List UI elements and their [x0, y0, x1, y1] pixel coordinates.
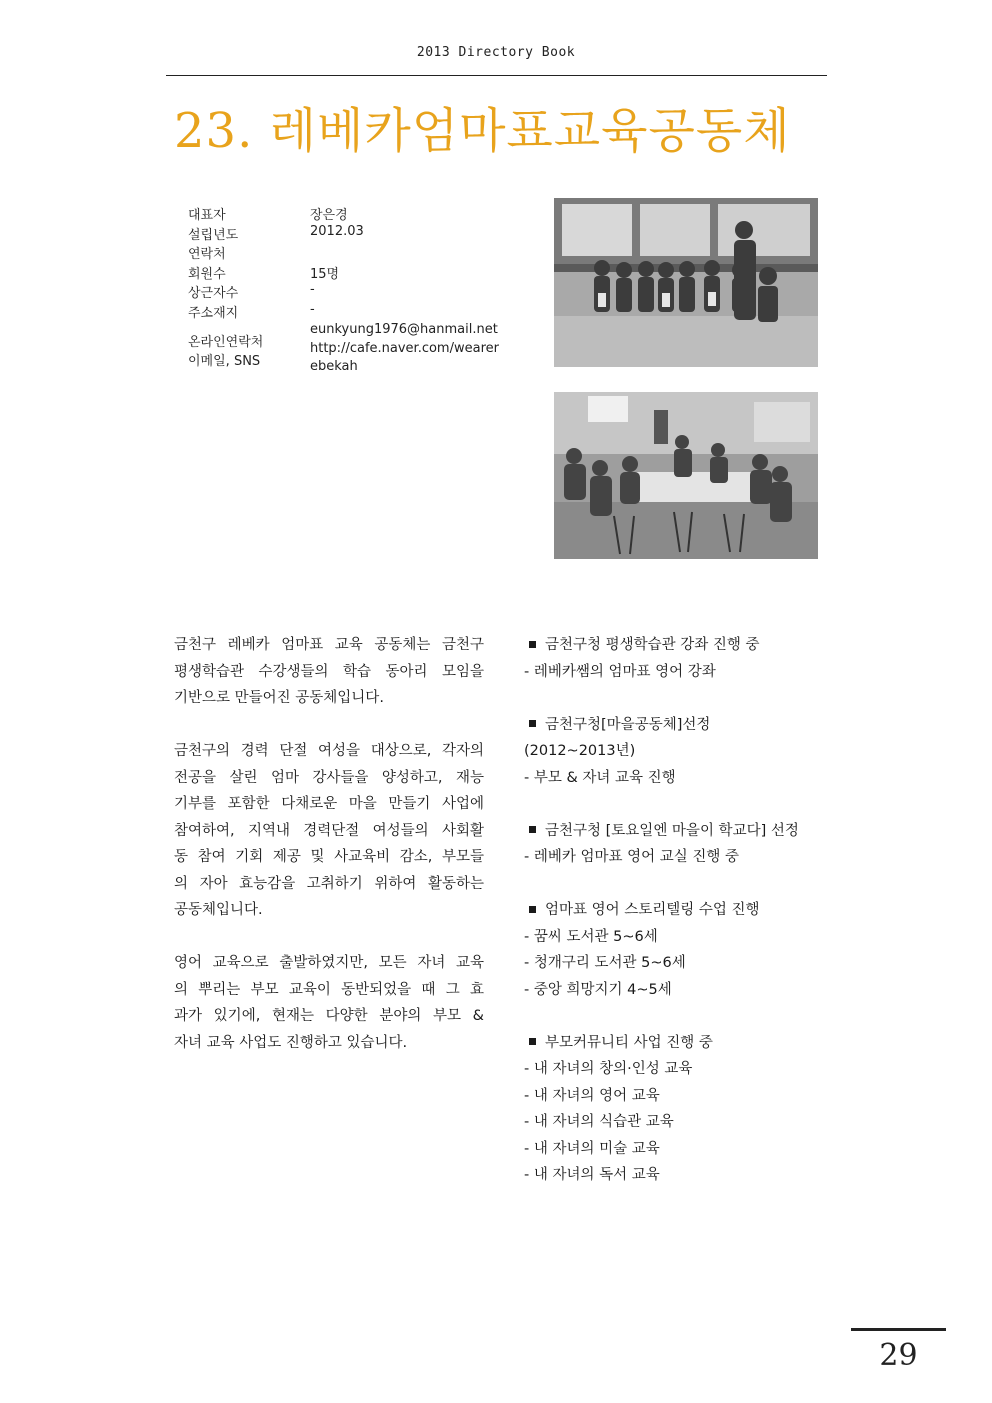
cafe-url-link[interactable]: http://cafe.naver.com/wearer — [310, 341, 499, 356]
info-label: 주소재지 — [188, 305, 239, 321]
workshop-photo — [554, 392, 818, 559]
info-label: 이메일, SNS — [188, 354, 261, 369]
group-photo-children — [554, 198, 818, 367]
info-label: 연락처 — [188, 247, 226, 262]
list-item-text: 금천구청 평생학습관 강좌 진행 중 — [545, 637, 760, 653]
list-gap — [524, 871, 824, 898]
list-gap — [524, 685, 824, 712]
square-bullet-icon — [529, 1038, 536, 1045]
list-gap — [524, 791, 824, 818]
list-item — [524, 897, 824, 924]
body-line: 의 자아 효능감을 고취하기 위하여 활동하는 — [174, 875, 484, 892]
list-subitem: - 중앙 희망지기 4~5세 — [524, 981, 672, 998]
email-link[interactable]: eunkyung1976@hanmail.net — [310, 322, 498, 337]
paragraph-gap — [174, 924, 484, 951]
body-line: 영어 교육으로 출발하였지만, 모든 자녀 교육 — [174, 955, 484, 971]
body-line: 전공을 살린 엄마 강사들을 양성하고, 재능 — [174, 769, 484, 786]
square-bullet-icon — [529, 826, 536, 833]
running-header: 2013 Directory Book — [416, 45, 576, 60]
list-item — [524, 632, 824, 659]
list-subitem: - 내 자녀의 식습관 교육 — [524, 1114, 674, 1130]
body-line: 동 참여 기회 제공 및 사교육비 감소, 부모들 — [174, 849, 484, 865]
body-line: 의 뿌리는 부모 교육이 동반되었을 때 그 효 — [174, 981, 484, 998]
body-line: 과가 있기에, 현재는 다양한 분야의 부모 & — [174, 1008, 484, 1024]
list-item-text: 엄마표 영어 스토리텔링 수업 진행 — [545, 902, 760, 918]
info-label: 온라인연락처 — [188, 335, 264, 350]
list-subitem: (2012~2013년) — [524, 743, 636, 759]
info-value: - — [310, 301, 315, 317]
body-line: 금천구의 경력 단절 여성을 대상으로, 각자의 — [174, 743, 484, 759]
info-label: 대표자 — [188, 208, 226, 223]
body-line: 금천구 레베카 엄마표 교육 공동체는 금천구 — [174, 637, 484, 653]
list-subitem: - 레베카쌤의 엄마표 영어 강좌 — [524, 663, 716, 680]
cafe-url-link-cont[interactable]: ebekah — [310, 359, 358, 374]
square-bullet-icon — [529, 641, 536, 648]
list-item — [524, 818, 824, 845]
list-item-text: 금천구청 [토요일엔 마을이 학교다] 선정 — [545, 822, 799, 839]
footer-rule — [851, 1328, 946, 1331]
header-rule — [166, 75, 827, 76]
list-item — [524, 712, 824, 739]
body-line: 기부를 포함한 다채로운 마을 만들기 사업에 — [174, 796, 484, 812]
list-subitem: - 부모 & 자녀 교육 진행 — [524, 769, 676, 786]
info-value: 15명 — [310, 266, 340, 282]
body-text — [174, 632, 484, 1056]
list-subitem: - 내 자녀의 미술 교육 — [524, 1140, 660, 1157]
info-label: 회원수 — [188, 266, 226, 282]
list-subitem: - 청개구리 도서관 5~6세 — [524, 955, 686, 971]
square-bullet-icon — [529, 720, 536, 727]
info-value: 장은경 — [310, 208, 348, 223]
list-item-text: 부모커뮤니티 사업 진행 중 — [545, 1034, 713, 1051]
info-label: 상근자수 — [188, 286, 239, 301]
list-subitem: - 내 자녀의 독서 교육 — [524, 1167, 660, 1183]
list-item-text: 금천구청[마을공동체]선정 — [545, 716, 711, 733]
info-value: - — [310, 282, 315, 297]
page-number: 29 — [879, 1338, 918, 1373]
body-line: 기반으로 만들어진 공동체입니다. — [174, 690, 384, 706]
info-value: 2012.03 — [310, 223, 364, 239]
body-line: 참여하여, 지역내 경력단절 여성들의 사회활 — [174, 822, 484, 839]
list-subitem: - 내 자녀의 창의·인성 교육 — [524, 1061, 693, 1077]
info-label: 설립년도 — [188, 227, 239, 243]
list-subitem: - 꿈씨 도서관 5~6세 — [524, 928, 658, 945]
square-bullet-icon — [529, 906, 536, 913]
body-line: 공동체입니다. — [174, 902, 263, 918]
paragraph-gap — [174, 712, 484, 739]
page-title: 23. 레베카엄마표교육공동체 — [174, 103, 791, 159]
body-line: 평생학습관 수강생들의 학습 동아리 모임을 — [174, 663, 484, 680]
list-subitem: - 내 자녀의 영어 교육 — [524, 1087, 660, 1104]
list-gap — [524, 1003, 824, 1030]
list-subitem: - 레베카 엄마표 영어 교실 진행 중 — [524, 849, 739, 865]
activity-list — [524, 632, 824, 1189]
list-item — [524, 1030, 824, 1057]
body-line: 자녀 교육 사업도 진행하고 있습니다. — [174, 1034, 408, 1051]
